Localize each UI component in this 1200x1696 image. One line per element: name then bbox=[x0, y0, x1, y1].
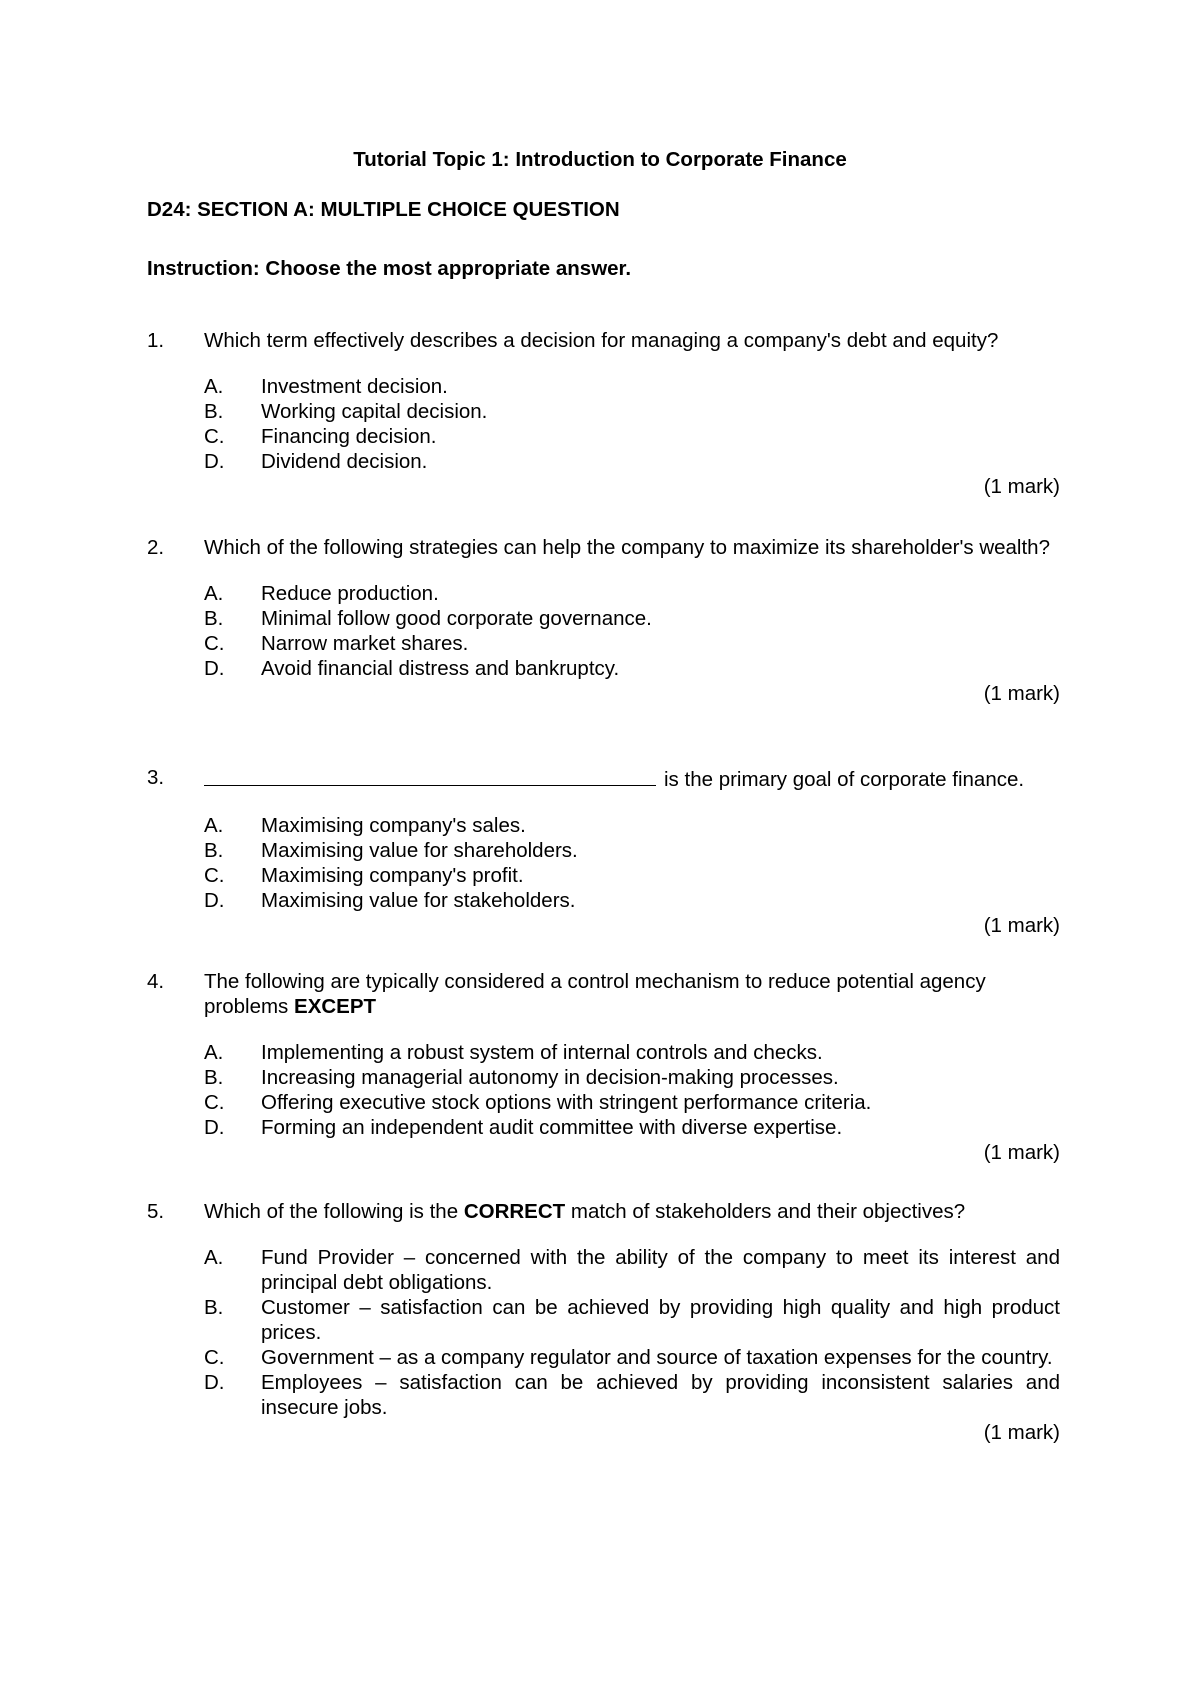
option-a bbox=[204, 1040, 1060, 1065]
option-letter: D. bbox=[204, 657, 225, 680]
option-d bbox=[204, 1115, 1060, 1140]
document-title: Tutorial Topic 1: Introduction to Corporate Finance bbox=[353, 148, 847, 171]
option-b bbox=[204, 1295, 1060, 1345]
option-letter: B. bbox=[204, 1296, 224, 1319]
instruction-text: Instruction: Choose the most appropriate answer. bbox=[147, 257, 632, 280]
option-text: Financing decision. bbox=[261, 425, 437, 448]
question-4 bbox=[147, 969, 1060, 1165]
option-letter: C. bbox=[204, 632, 225, 655]
option-b bbox=[204, 606, 1060, 631]
option-d bbox=[204, 449, 1060, 474]
option-letter: D. bbox=[204, 889, 225, 912]
option-letter: D. bbox=[204, 1116, 225, 1139]
option-d bbox=[204, 656, 1060, 681]
options-list bbox=[204, 1040, 1060, 1140]
option-text: Reduce production. bbox=[261, 582, 439, 605]
option-c bbox=[204, 631, 1060, 656]
option-letter: A. bbox=[204, 814, 224, 837]
question-number: 5. bbox=[147, 1200, 165, 1223]
question-text-row bbox=[204, 1199, 1060, 1224]
option-text: Maximising value for stakeholders. bbox=[261, 889, 576, 912]
option-letter: D. bbox=[204, 450, 225, 473]
option-d bbox=[204, 888, 1060, 913]
option-text: Offering executive stock options with stringent performance criteria. bbox=[261, 1091, 872, 1114]
options-list bbox=[204, 1245, 1060, 1420]
question-number: 2. bbox=[147, 536, 165, 559]
question-number: 4. bbox=[147, 970, 165, 993]
option-b bbox=[204, 838, 1060, 863]
mark-label: (1 mark) bbox=[983, 914, 1060, 937]
options-list bbox=[204, 581, 1060, 681]
option-letter: C. bbox=[204, 864, 225, 887]
question-text: Which of the following strategies can help the company to maximize its shareholder's wealth? bbox=[204, 536, 1050, 559]
option-text: Avoid financial distress and bankruptcy. bbox=[261, 657, 620, 680]
options-list bbox=[204, 374, 1060, 474]
option-letter: B. bbox=[204, 400, 224, 423]
question-emphasis: CORRECT bbox=[463, 1200, 566, 1223]
mark-label: (1 mark) bbox=[983, 1421, 1060, 1444]
option-text: Maximising company's sales. bbox=[261, 814, 526, 837]
question-3 bbox=[147, 765, 1060, 938]
question-number: 3. bbox=[147, 766, 165, 789]
question-1 bbox=[147, 328, 1060, 499]
option-text: Minimal follow good corporate governance. bbox=[261, 607, 652, 630]
option-text: Government – as a company regulator and source of taxation expenses for the country. bbox=[261, 1346, 1053, 1369]
option-letter: B. bbox=[204, 839, 224, 862]
mark-label: (1 mark) bbox=[983, 475, 1060, 498]
option-c bbox=[204, 424, 1060, 449]
option-letter: C. bbox=[204, 1091, 225, 1114]
option-letter: C. bbox=[204, 1346, 225, 1369]
option-d bbox=[204, 1370, 1060, 1420]
question-text-row bbox=[204, 765, 1060, 792]
mark-label: (1 mark) bbox=[983, 682, 1060, 705]
question-text: The following are typically considered a control mechanism to reduce potential agency problems bbox=[204, 970, 986, 1018]
question-text: Which of the following is the bbox=[204, 1200, 459, 1223]
option-c bbox=[204, 1090, 1060, 1115]
question-text: is the primary goal of corporate finance. bbox=[664, 768, 1025, 791]
option-letter: D. bbox=[204, 1371, 225, 1394]
section-heading: D24: SECTION A: MULTIPLE CHOICE QUESTION bbox=[147, 198, 620, 221]
question-5 bbox=[147, 1199, 1060, 1445]
option-text: Dividend decision. bbox=[261, 450, 428, 473]
option-text: Working capital decision. bbox=[261, 400, 488, 423]
option-letter: A. bbox=[204, 1041, 224, 1064]
option-text: Customer – satisfaction can be achieved by providing high quality and high product prices. bbox=[261, 1296, 1060, 1344]
option-c bbox=[204, 863, 1060, 888]
option-a bbox=[204, 1245, 1060, 1295]
option-text: Implementing a robust system of internal controls and checks. bbox=[261, 1041, 823, 1064]
answer-blank-line bbox=[204, 765, 656, 786]
question-number: 1. bbox=[147, 329, 165, 352]
option-a bbox=[204, 813, 1060, 838]
question-text-row bbox=[204, 969, 1060, 1019]
question-2 bbox=[147, 535, 1060, 706]
option-b bbox=[204, 1065, 1060, 1090]
option-letter: C. bbox=[204, 425, 225, 448]
question-text: Which term effectively describes a decision for managing a company's debt and equity? bbox=[204, 329, 999, 352]
question-text-end: match of stakeholders and their objectives? bbox=[570, 1200, 966, 1223]
option-text: Maximising company's profit. bbox=[261, 864, 524, 887]
option-letter: B. bbox=[204, 607, 224, 630]
option-a bbox=[204, 374, 1060, 399]
option-letter: A. bbox=[204, 1246, 224, 1269]
option-text: Fund Provider – concerned with the ability of the company to meet its interest and principal debt obligations. bbox=[261, 1246, 1060, 1294]
question-emphasis: EXCEPT bbox=[294, 995, 377, 1018]
option-text: Narrow market shares. bbox=[261, 632, 469, 655]
option-text: Maximising value for shareholders. bbox=[261, 839, 578, 862]
option-letter: A. bbox=[204, 375, 224, 398]
mark-label: (1 mark) bbox=[983, 1141, 1060, 1164]
option-letter: A. bbox=[204, 582, 224, 605]
option-text: Forming an independent audit committee with diverse expertise. bbox=[261, 1116, 843, 1139]
option-letter: B. bbox=[204, 1066, 224, 1089]
option-b bbox=[204, 399, 1060, 424]
option-a bbox=[204, 581, 1060, 606]
option-text: Increasing managerial autonomy in decision-making processes. bbox=[261, 1066, 839, 1089]
option-text: Investment decision. bbox=[261, 375, 448, 398]
option-c bbox=[204, 1345, 1060, 1370]
option-text: Employees – satisfaction can be achieved by providing inconsistent salaries and insecure jobs. bbox=[261, 1371, 1060, 1419]
options-list bbox=[204, 813, 1060, 913]
